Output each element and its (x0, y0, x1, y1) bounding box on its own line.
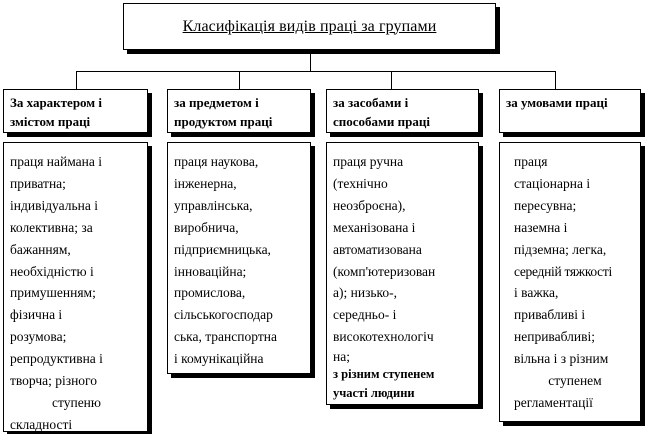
body-line: пересувна; (514, 197, 577, 213)
bold-line: з різним ступенем (333, 367, 435, 382)
body-line: регламентації (514, 394, 593, 410)
header-line: за засобами і (333, 95, 409, 110)
body-line: праця наймана і (10, 154, 103, 169)
body-line: сільськогосподар (174, 307, 273, 323)
body-line: стаціонарна і (514, 175, 591, 191)
body-line: примушенням; (10, 285, 96, 301)
column-4-header-text (500, 90, 640, 112)
body-line: підземна; легка, (514, 241, 607, 257)
body-line: вільна і з різним (514, 351, 609, 367)
body-line: і комунікаційна (174, 351, 264, 367)
body-line: ська, транспортна (174, 329, 277, 345)
header-line: способами праці (333, 114, 430, 129)
body-line: підприємницька, (174, 241, 271, 257)
column-2-header-text (168, 90, 310, 131)
header-line: за предметом і (174, 95, 259, 110)
body-line: праця (514, 154, 548, 169)
body-line: наземна і (514, 219, 568, 235)
body-line: праця ручна (333, 154, 404, 169)
body-line: розумова; (10, 329, 67, 345)
body-line: інженерна, (174, 175, 237, 191)
connector-drop-1 (76, 71, 77, 89)
connector-drop-3 (391, 71, 392, 89)
header-line: продуктом праці (174, 114, 273, 129)
body-line: (комп'ютеризован (333, 263, 436, 279)
column-1-header-text (4, 90, 147, 131)
diagram-title: Класифікація видів праці за групами (182, 17, 437, 35)
body-line: репродуктивна і (10, 351, 103, 367)
body-line: необхідністю і (10, 263, 94, 279)
bold-line: участі людини (333, 386, 415, 401)
column-3-header (326, 89, 479, 133)
column-3-body-text (327, 143, 478, 403)
body-line: складності (10, 416, 73, 432)
connector-drop-2 (239, 71, 240, 89)
body-line: привабливі і (514, 307, 586, 323)
body-line: виробнича, (174, 219, 239, 235)
body-line: високотехнологіч (333, 329, 434, 345)
body-line: а); низько-, (333, 285, 398, 301)
body-line: інноваційна; (174, 263, 247, 279)
body-line: творча; різного (10, 373, 98, 389)
body-line: середньо- і (333, 307, 397, 323)
body-line: неозброєна), (333, 197, 406, 213)
column-2-body-text (168, 143, 310, 370)
body-line: колективна; за (10, 219, 93, 235)
body-line: приватна; (10, 175, 66, 191)
body-line: і важка, (514, 285, 559, 301)
column-4-body (499, 142, 641, 422)
body-line: ступеню (52, 394, 101, 410)
column-4-header (499, 89, 641, 133)
column-2-header (167, 89, 311, 133)
column-2-body (167, 142, 311, 374)
body-line: автоматизована (333, 241, 422, 257)
connector-horizontal (76, 71, 555, 72)
body-line: управлінська, (174, 197, 253, 213)
connector-drop-4 (555, 71, 556, 89)
column-1-body (3, 142, 148, 432)
header-line: за умовами праці (506, 95, 608, 110)
title-box (123, 3, 496, 50)
header-line: За характером і (10, 95, 103, 110)
body-line: бажанням, (10, 241, 71, 257)
column-3-body (326, 142, 479, 405)
header-line: змістом праці (10, 114, 91, 129)
column-4-body-text (500, 143, 640, 414)
body-line: фізична і (10, 307, 63, 323)
body-line: непривабливі; (514, 329, 595, 345)
column-1-body-text (4, 143, 147, 436)
body-line: (технічно (333, 175, 388, 191)
body-line: праця наукова, (174, 154, 259, 169)
body-line: промислова, (174, 285, 246, 301)
body-line: середній тяжкості (514, 263, 612, 279)
body-line: індивідуальна і (10, 197, 98, 213)
column-3-header-text (327, 90, 478, 131)
body-line: ступенем (548, 373, 602, 389)
body-line: механізована і (333, 219, 416, 235)
column-1-header (3, 89, 148, 133)
connector-stem (310, 54, 311, 71)
body-line: на; (333, 349, 350, 365)
